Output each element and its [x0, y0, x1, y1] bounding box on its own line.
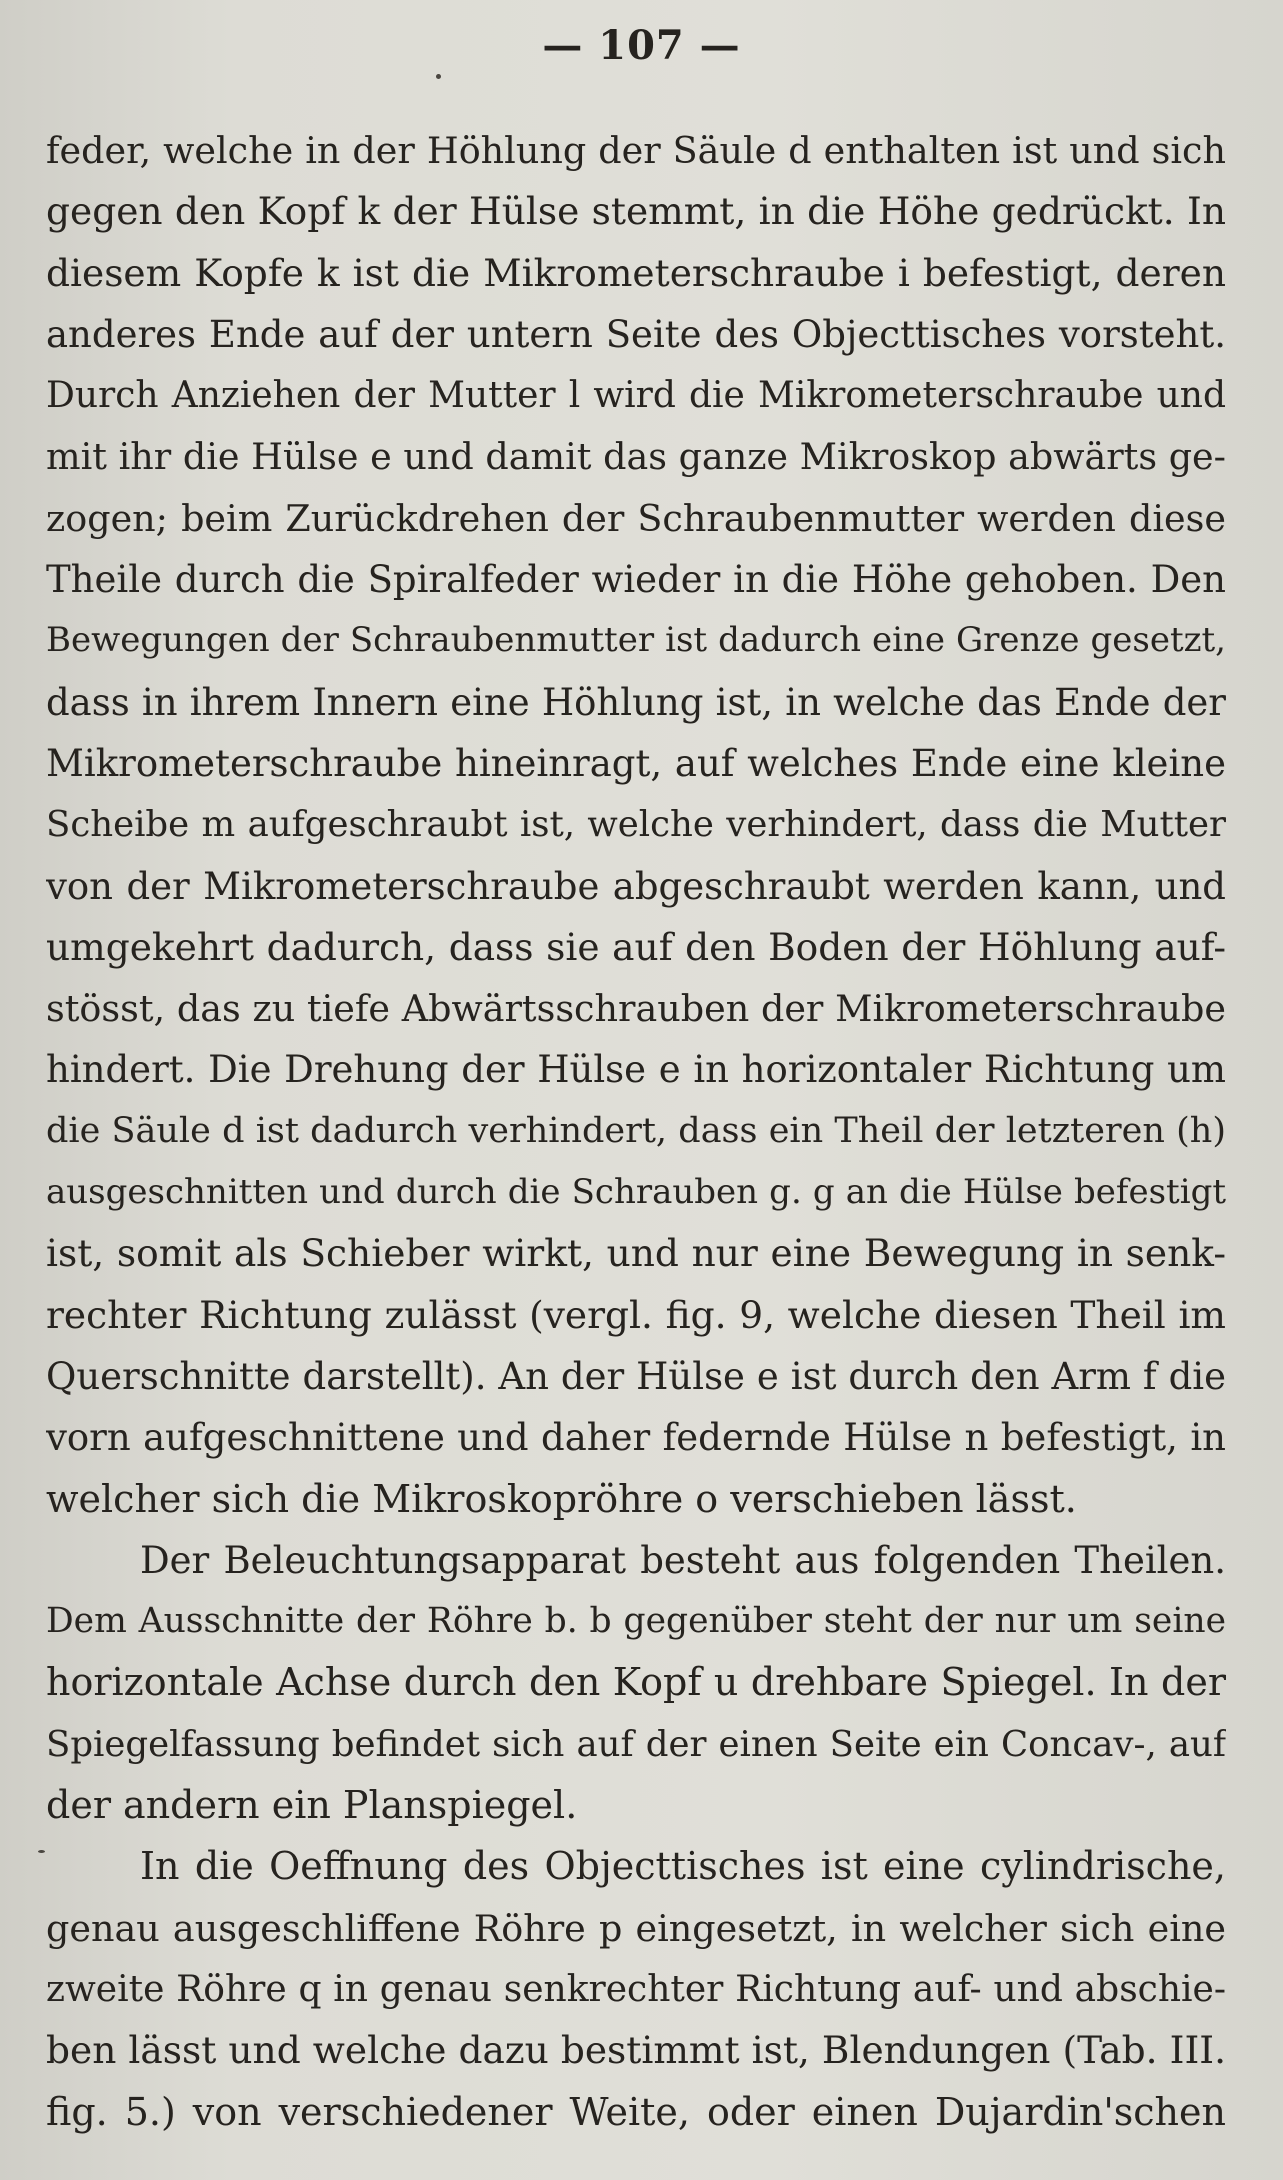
text-line: rechter Richtung zulässt (vergl. fig. 9, welche diesen Theil im: [46, 1292, 1226, 1337]
text-line: horizontale Achse durch den Kopf u drehbare Spiegel. In der: [46, 1660, 1226, 1705]
text-line: mit ihr die Hülse e und damit das ganze Mikroskop abwärts ge-: [46, 435, 1226, 479]
text-line: Spiegelfassung befindet sich auf der einen Seite ein Concav-, auf: [46, 1723, 1226, 1765]
text-line: umgekehrt dadurch, dass sie auf den Boden der Höhlung auf-: [46, 924, 1226, 969]
text-line: der andern ein Planspiegel.: [46, 1783, 578, 1828]
page-number: — 107 —: [542, 22, 741, 69]
text-line: ausgeschnitten und durch die Schrauben g. g an die Hülse befestigt: [46, 1172, 1226, 1213]
text-line: Scheibe m aufgeschraubt ist, welche verhindert, dass die Mutter: [46, 804, 1226, 846]
ink-speck: [436, 74, 441, 79]
text-line: stösst, das zu tiefe Abwärtsschrauben der Mikrometerschraube: [46, 987, 1226, 1031]
text-line: Dem Ausschnitte der Röhre b. b gegenüber steht der nur um seine: [46, 1601, 1226, 1642]
ink-speck: [38, 1850, 45, 1853]
text-line: Bewegungen der Schraubenmutter ist dadurch eine Grenze gesetzt,: [46, 620, 1226, 661]
text-line: von der Mikrometerschraube abgeschraubt werden kann, und: [46, 864, 1226, 908]
text-line: hindert. Die Drehung der Hülse e in horizontaler Richtung um: [46, 1048, 1226, 1092]
text-line: ist, somit als Schieber wirkt, und nur eine Bewegung in senk-: [46, 1231, 1226, 1276]
text-line: Theile durch die Spiralfeder wieder in die Höhe gehoben. Den: [46, 558, 1226, 602]
text-line: Der Beleuchtungsapparat besteht aus folgenden Theilen.: [140, 1538, 1226, 1582]
text-line: zogen; beim Zurückdrehen der Schraubenmutter werden diese: [46, 496, 1226, 540]
text-line: diesem Kopfe k ist die Mikrometerschraube i befestigt, deren: [46, 250, 1226, 295]
text-line: gegen den Kopf k der Hülse stemmt, in die Höhe gedrückt. In: [46, 189, 1226, 234]
text-line: anderes Ende auf der untern Seite des Objecttisches vorsteht.: [46, 312, 1226, 356]
text-line: fig. 5.) von verschiedener Weite, oder einen Dujardin'schen: [46, 2089, 1226, 2134]
text-line: Durch Anziehen der Mutter l wird die Mikrometerschraube und: [46, 375, 1226, 417]
text-line: Mikrometerschraube hineinragt, auf welches Ende eine kleine: [46, 741, 1226, 785]
text-line: vorn aufgeschnittene und daher federnde Hülse n befestigt, in: [46, 1416, 1226, 1460]
text-line: genau ausgeschliffene Röhre p eingesetzt, in welcher sich eine: [46, 1906, 1226, 1950]
text-line: die Säule d ist dadurch verhindert, dass ein Theil der letzteren (h): [46, 1110, 1226, 1151]
text-line: Querschnitte darstellt). An der Hülse e ist durch den Arm f die: [46, 1354, 1226, 1398]
text-line: dass in ihrem Innern eine Höhlung ist, in welche das Ende der: [46, 680, 1226, 724]
text-line: welcher sich die Mikroskopröhre o verschieben lässt.: [46, 1476, 1077, 1521]
body-text: [46, 120, 1226, 2143]
text-line: feder, welche in der Höhlung der Säule d enthalten ist und sich: [46, 129, 1226, 172]
text-line: In die Oeffnung des Objecttisches ist eine cylindrische,: [140, 1844, 1226, 1889]
text-line: ben lässt und welche dazu bestimmt ist, Blendungen (Tab. III.: [46, 2028, 1226, 2073]
text-line: zweite Röhre q in genau senkrechter Richtung auf- und abschie-: [46, 1968, 1226, 2010]
